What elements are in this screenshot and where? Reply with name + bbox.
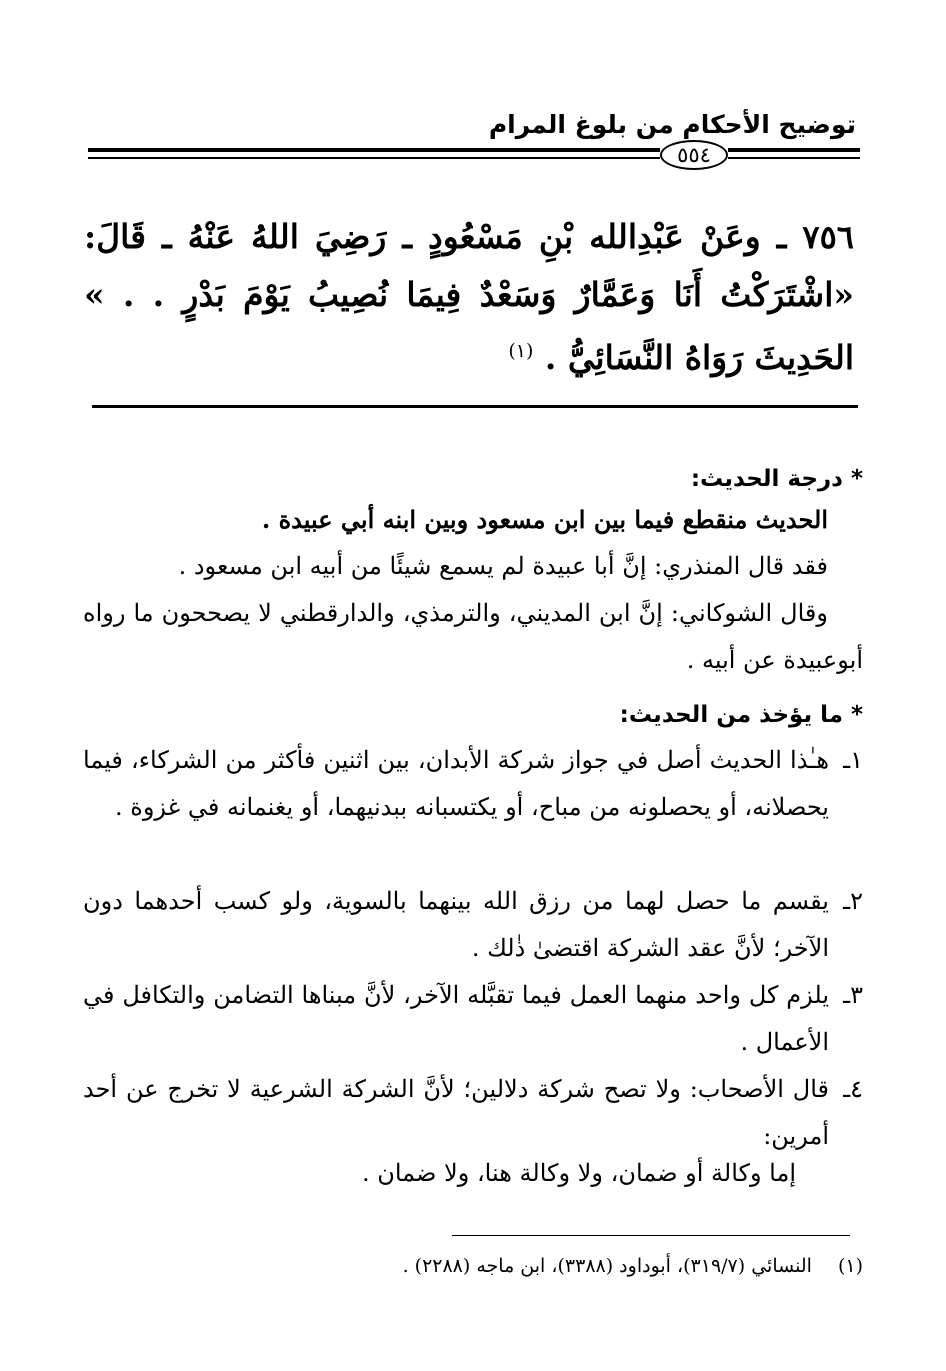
- lesson-text: قال الأصحاب: ولا تصح شركة دلالين؛ لأنَّ الشركة الشرعية لا تخرج عن أحد أمرين:: [83, 1075, 829, 1150]
- lesson-number: ١ـ: [843, 746, 863, 774]
- hadith-number-dash: ـ: [776, 217, 787, 256]
- lesson-item-1: [83, 737, 863, 831]
- header-rule-right-thin: [728, 157, 860, 159]
- lessons-closing: إما وكالة أو ضمان، ولا وكالة هنا، ولا ضمان .: [361, 1159, 796, 1187]
- footnote-number: (١): [837, 1255, 863, 1277]
- page-number: ٥٥٤: [660, 140, 728, 170]
- grade-statement: الحديث منقطع فيما بين ابن مسعود وبين ابنه أبي عبيدة .: [261, 505, 828, 534]
- lesson-text: يقسم ما حصل لهما من رزق الله بينهما بالسوية، ولو كسب أحدهما دون الآخر؛ لأنَّ عقد الشركة اقتضىٰ ذٰلك .: [83, 887, 829, 962]
- hadith-body: وعَنْ عَبْدِالله بْنِ مَسْعُودٍ ـ رَضِيَ اللهُ عَنْهُ ـ قَالَ: «اشْتَرَكْتُ أَنَا وَعَمَّارٌ وَسَعْدٌ فِيمَا نُصِيبُ يَوْمَ بَدْرٍ . . » الحَدِيثَ رَوَاهُ النَّسَائِيُّ .: [84, 217, 854, 377]
- lesson-number: ٣ـ: [843, 981, 863, 1009]
- hadith-number: ٧٥٦: [802, 218, 854, 256]
- footnote-text: النسائي (٣١٩/٧)، أبوداود (٣٣٨٨)، ابن ماجه (٢٢٨٨) .: [402, 1255, 812, 1277]
- hadith-text: [84, 208, 854, 386]
- header-rule-left: [88, 148, 660, 152]
- lesson-text: هـٰذا الحديث أصل في جواز شركة الأبدان، بين اثنين فأكثر من الشركاء، فيما يحصلانه، أو يحصلونه من مباح، أو يكتسبانه ببدنيهما، أو يغنمانه في غزوة .: [83, 746, 829, 821]
- footnote-rule: [452, 1235, 850, 1236]
- section-divider: [92, 405, 858, 408]
- lesson-number: ٢ـ: [843, 887, 863, 915]
- lesson-item-2: [83, 878, 863, 972]
- footnote-marker: (١): [508, 340, 534, 362]
- lesson-item-4: [83, 1066, 863, 1160]
- running-header-title: توضيح الأحكام من بلوغ المرام: [488, 110, 856, 139]
- lesson-item-3: [83, 972, 863, 1066]
- lesson-number: ٤ـ: [843, 1075, 863, 1103]
- header-rule-left-thin: [88, 157, 660, 159]
- grade-shawkani: وقال الشوكاني: إنَّ ابن المديني، والترمذي، والدارقطني لا يصححون ما رواه أبوعبيدة عن أبيه .: [83, 599, 863, 674]
- header-rule-right: [728, 148, 860, 152]
- grade-mundhiri: فقد قال المنذري: إنَّ أبا عبيدة لم يسمع شيئًا من أبيه ابن مسعود .: [178, 552, 828, 580]
- lesson-text: يلزم كل واحد منهما العمل فيما تقبَّله الآخر، لأنَّ مبناها التضامن والتكافل في الأعمال .: [83, 981, 829, 1056]
- footnote: [403, 1255, 863, 1277]
- lessons-heading: * ما يؤخذ من الحديث:: [619, 702, 863, 728]
- grade-heading: * درجة الحديث:: [690, 466, 863, 492]
